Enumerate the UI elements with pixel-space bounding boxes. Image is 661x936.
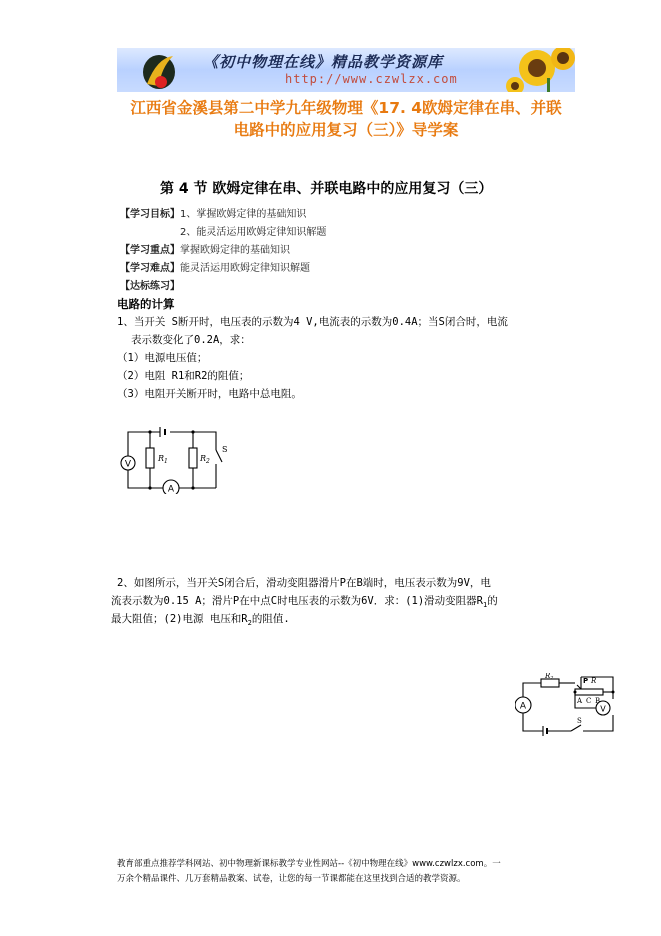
logo-dot: [155, 76, 167, 88]
footer-line-2: 万余个精品课件、几万套精品教案、试卷，让您的每一节课都能在这里找到合适的教学资源。: [117, 874, 466, 884]
switch-blade: [571, 725, 581, 731]
difficulty-label: 【学习难点】: [120, 263, 180, 274]
slider-p-label: P: [583, 677, 589, 685]
q2-line-3: 最大阻值；(2)电源 电压和$R_2$的阻值.: [111, 613, 290, 628]
learning-key-points: [120, 241, 290, 256]
q1-sub-1: （1）电源电压值；: [117, 352, 208, 364]
resistor-r2: [189, 448, 197, 468]
goal-2: 2、能灵活运用欧姆定律知识解题: [180, 227, 327, 238]
q2-line-1: 2、如图所示，当开关S闭合后，滑动变阻器滑片P在B端时，电压表示数为9V，电: [117, 577, 491, 589]
key-label: 【学习重点】: [120, 245, 180, 256]
circuit-diagram-2: [515, 673, 619, 739]
slider-p-arrow: [577, 685, 581, 689]
document-title-line-1: 江西省金溪县第二中学九年级物理《17. 4欧姆定律在串、并联: [130, 99, 562, 117]
ammeter-label: A: [167, 484, 175, 494]
q1-sub-3: （3）电阻开关断开时，电路中总电阻。: [117, 388, 302, 400]
voltmeter-label: V: [600, 704, 606, 714]
r2-label: $R_2$: [200, 454, 210, 465]
resistor-r1: [146, 448, 154, 468]
practice-label: 【达标练习】: [120, 281, 180, 292]
site-banner: [117, 48, 575, 92]
voltmeter-label: V: [124, 459, 132, 470]
q1-line-1: 1、当开关 S断开时，电压表的示数为4 V,电流表的示数为0.4A；当S闭合时，电流: [117, 316, 508, 328]
key-text: 掌握欧姆定律的基础知识: [180, 245, 290, 256]
rheostat-r1: [575, 689, 603, 695]
point-a-label: A: [577, 697, 583, 705]
switch-label: S: [222, 445, 228, 454]
q2-line-2: 流表示数为0.15 A；滑片P在中点C时电压表的示数为6V．求：(1)滑动变阻器$R_1$的: [111, 595, 498, 610]
point-b-label: B: [595, 697, 601, 705]
ammeter-label: A: [519, 701, 527, 712]
r1-label: R: [591, 677, 597, 685]
calc-heading: 电路的计算: [117, 297, 175, 311]
banner-title: 《初中物理在线》精品教学资源库: [203, 53, 444, 71]
learning-difficulties: [120, 259, 310, 274]
learning-goals: [120, 205, 306, 220]
footer-line-1: 教育部重点推荐学科网站、初中物理新课标教学专业性网站--《初中物理在线》www.czwlzx.com。一: [117, 859, 501, 869]
document-title-line-2: 电路中的应用复习（三）》导学案: [233, 121, 459, 139]
point-c-label: C: [586, 697, 592, 705]
q1-sub-2: （2）电阻 R1和R2的阻值；: [117, 370, 250, 382]
r2-label: $R_2$: [545, 673, 554, 682]
banner-url[interactable]: http://www.czwlzx.com: [285, 72, 458, 86]
q1-line-2: 表示数变化了0.2A，求：: [131, 334, 251, 346]
goals-label: 【学习目标】: [120, 209, 180, 220]
circuit-diagram-1: [118, 420, 236, 494]
switch-label: S: [577, 717, 582, 725]
goal-1: 1、掌握欧姆定律的基础知识: [180, 209, 307, 220]
sunflower-decoration: [506, 48, 575, 92]
difficulty-text: 能灵活运用欧姆定律知识解题: [180, 263, 310, 274]
section-title: 第 4 节 欧姆定律在串、并联电路中的应用复习（三）: [160, 181, 493, 197]
r1-label: $R_1$: [158, 454, 168, 465]
